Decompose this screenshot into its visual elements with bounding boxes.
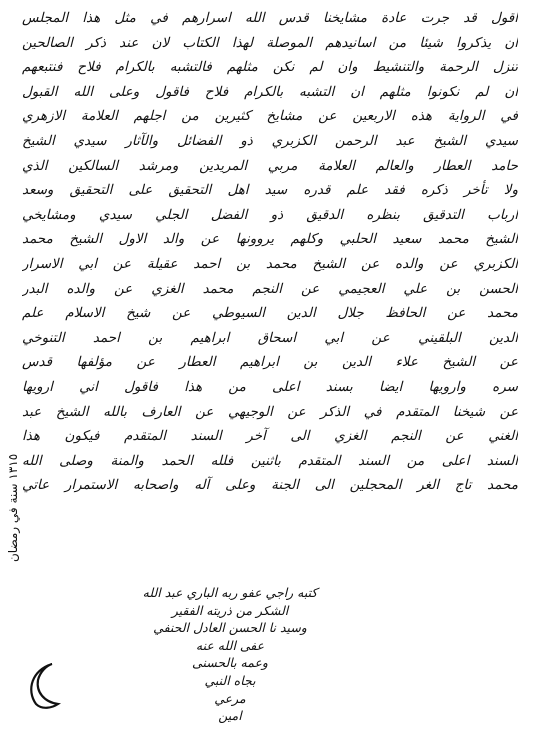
manuscript-body [22, 6, 518, 498]
manuscript-line: محمد عن الحافظ جلال الدين السيوطي عن شيخ الاسلام علم [22, 305, 518, 322]
manuscript-line: محمد تاج الغر المحجلين الى الجنة وعلى آله واصحابه الاستمرار عاتي [22, 477, 518, 494]
colophon-line: عفى الله عنه [195, 637, 265, 653]
manuscript-line: اقول قد جرت عادة مشايخنا قدس الله اسرارهم في مثل هذا المجلس [22, 10, 518, 26]
manuscript-line: عن الشيخ علاء الدين بن ابراهيم العطار عن مؤلفها قدس [22, 354, 518, 371]
manuscript-line: عن شيخنا المتقدم في الذكر عن الوجيهي عن العارف بالله الشيخ عبد [22, 403, 518, 420]
manuscript-line: حامد العطار والعالم العلامة مربي المريدين ومرشد السالكين الذي [22, 157, 518, 174]
manuscript-line: سره وارويها ايضا بسند اعلى من هذا فاقول اني ارويها [22, 378, 518, 395]
manuscript-line: الشيخ محمد سعيد الحلبي وكلهم يروونها عن والد الاول الشيخ محمد [22, 231, 518, 248]
colophon-line: الشكر من ذريته الفقير [171, 602, 289, 618]
manuscript-line: الغني عن النجم الغزي الى آخر السند المتقدم فيكون هذا [22, 428, 518, 445]
manuscript-line: الكزبري عن والده عن الشيخ محمد بن احمد عقيلة عن ابي الاسرار [22, 255, 518, 272]
manuscript-line: في الرواية هذه الاربعين عن مشايخ كثيرين من اجلهم العلامة الازهري [22, 108, 518, 125]
manuscript-line: السند اعلى من السند المتقدم باثنين فلله الحمد والمنة وصلى الله [22, 452, 518, 469]
manuscript-line: ولا تأخر ذكره فقد علم قدره سيد اهل التحقيق على التحقيق وسعد [22, 182, 518, 199]
colophon-line: كتبه راجي عفو ربه الباري عبد الله [142, 585, 318, 600]
colophon-block [60, 584, 400, 725]
colophon-line: وعمه بالحسنى [192, 655, 268, 671]
manuscript-line: سيدي الشيخ عبد الرحمن الكزبري ذو الفضائل والآثار سيدي الشيخ [22, 132, 518, 149]
manuscript-line: ان يذكروا شيئا من اسانيدهم الموصلة لهذا الكتاب لان عند ذكر الصالحين [22, 34, 518, 51]
colophon-line: امين [218, 708, 242, 724]
manuscript-line: الدين البلقيني عن ابي اسحاق ابراهيم بن احمد التنوخي [22, 329, 518, 346]
manuscript-line: تنزل الرحمة والتنشيط وان لم نكن مثلهم فالتشبه بالكرام فلاح فنتبعهم [22, 59, 518, 76]
colophon-line: مرعي [214, 690, 246, 706]
crescent-mark [22, 660, 62, 710]
manuscript-line: ارباب التدقيق بنظره الدقيق ذو الفضل الجلي سيدي ومشايخي [22, 206, 518, 223]
colophon-line: وسيد نا الحسن العادل الحنفي [153, 620, 307, 636]
manuscript-line: ان لم نكونوا مثلهم ان التشبه بالكرام فلاح فاقول وعلى الله القبول [22, 83, 518, 100]
colophon-line: بجاه النبي [204, 672, 256, 688]
manuscript-line: الحسن بن علي العجيمي عن النجم محمد الغزي عن والده البدر [22, 280, 518, 297]
margin-date-note: ١٣١٥ سنة في رمضان [6, 453, 20, 562]
